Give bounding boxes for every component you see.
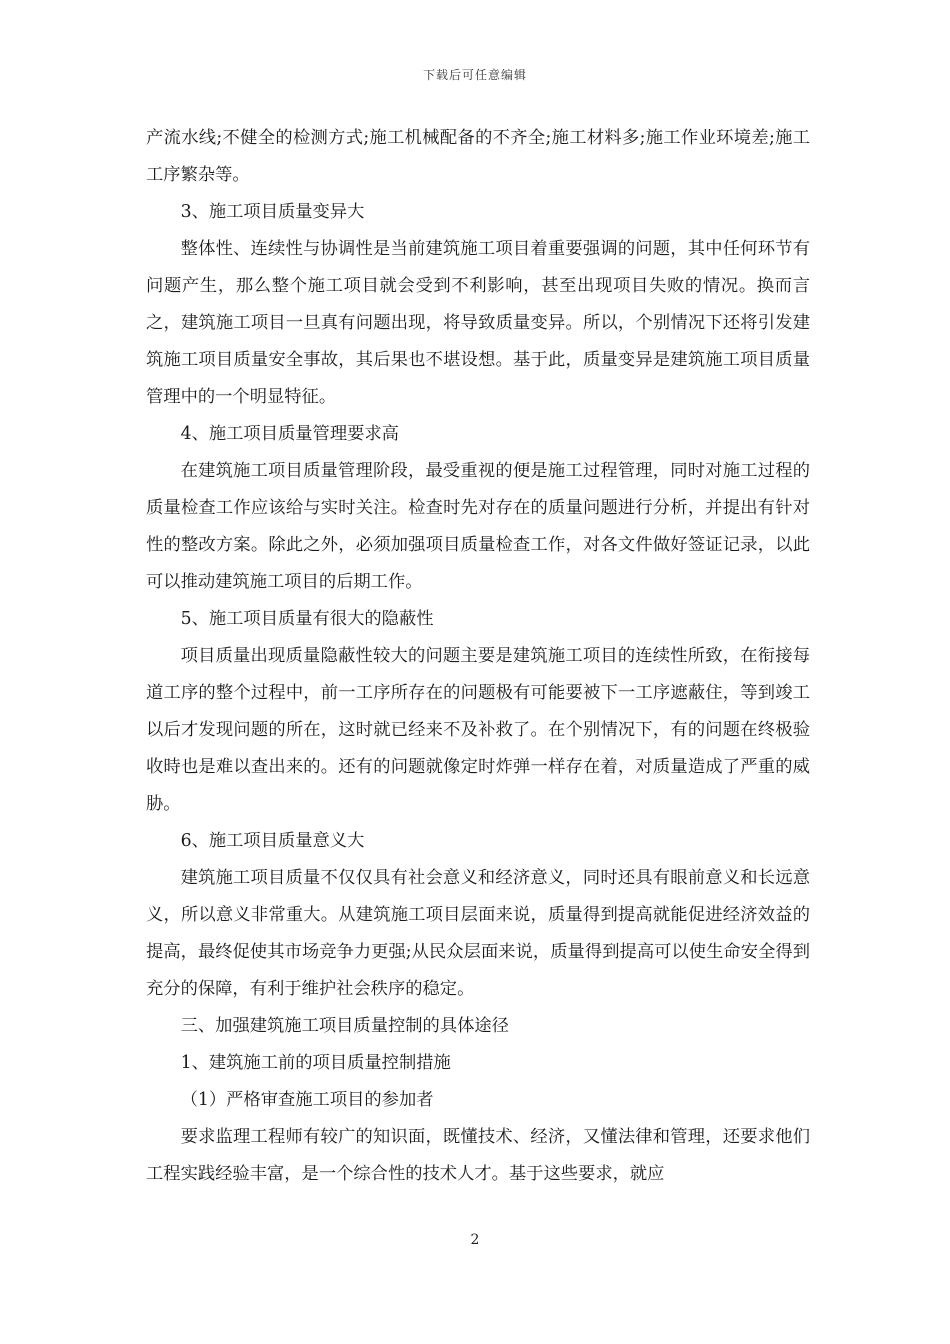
body-paragraph: 要求监理工程师有较广的知识面，既懂技术、经济，又懂法律和管理，还要求他们工程实践经验丰富，是一个综合性的技术人才。基于这些要求，就应 xyxy=(146,1127,810,1184)
page-header: 下载后可任意编辑 xyxy=(422,68,527,82)
section-heading: 4、施工项目质量管理要求高 xyxy=(180,424,399,444)
page-number: 2 xyxy=(470,1232,480,1248)
subsection-heading: 1、建筑施工前的项目质量控制措施 xyxy=(180,1053,451,1073)
section-heading: 3、施工项目质量变异大 xyxy=(180,202,365,222)
body-paragraph: 整体性、连续性与协调性是当前建筑施工项目着重要强调的问题，其中任何环节有问题产生，那么整个施工项目就会受到不利影响，甚至出现项目失败的情况。换而言之，建筑施工项目一旦真有问题出现，将导致质量变异。所以，个别情况下还将引发建筑施工项目质量安全事故，其后果也不堪设想。基于此，质量变异是建筑施工项目质量管理中的一个明显特征。 xyxy=(146,239,810,407)
subsection-heading: （1）严格审查施工项目的参加者 xyxy=(180,1090,434,1110)
section-heading: 6、施工项目质量意义大 xyxy=(180,831,365,851)
section-heading: 5、施工项目质量有很大的隐蔽性 xyxy=(180,609,434,629)
body-paragraph: 在建筑施工项目质量管理阶段，最受重视的便是施工过程管理，同时对施工过程的质量检查工作应该给与实时关注。检查时先对存在的质量问题进行分析，并提出有针对性的整改方案。除此之外，必须加强项目质量检查工作，对各文件做好签证记录，以此可以推动建筑施工项目的后期工作。 xyxy=(146,461,810,592)
document-body xyxy=(146,120,810,1193)
section-heading: 三、加强建筑施工项目质量控制的具体途径 xyxy=(180,1016,509,1036)
body-paragraph: 建筑施工项目质量不仅仅具有社会意义和经济意义，同时还具有眼前意义和长远意义，所以意义非常重大。从建筑施工项目层面来说，质量得到提高就能促进经济效益的提高，最终促使其市场竞争力更强;从民众层面来说，质量得到提高可以使生命安全得到充分的保障，有利于维护社会秩序的稳定。 xyxy=(146,868,810,999)
body-paragraph: 产流水线;不健全的检测方式;施工机械配备的不齐全;施工材料多;施工作业环境差;施工工序繁杂等。 xyxy=(146,128,810,185)
body-paragraph: 项目质量出现质量隐蔽性较大的问题主要是建筑施工项目的连续性所致，在衔接每道工序的整个过程中，前一工序所存在的问题极有可能要被下一工序遮蔽住，等到竣工以后才发现问题的所在，这时就已经来不及补救了。在个别情况下，有的问题在终极验收時也是难以查出来的。还有的问题就像定时炸弹一样存在着，对质量造成了严重的威胁。 xyxy=(146,646,810,814)
